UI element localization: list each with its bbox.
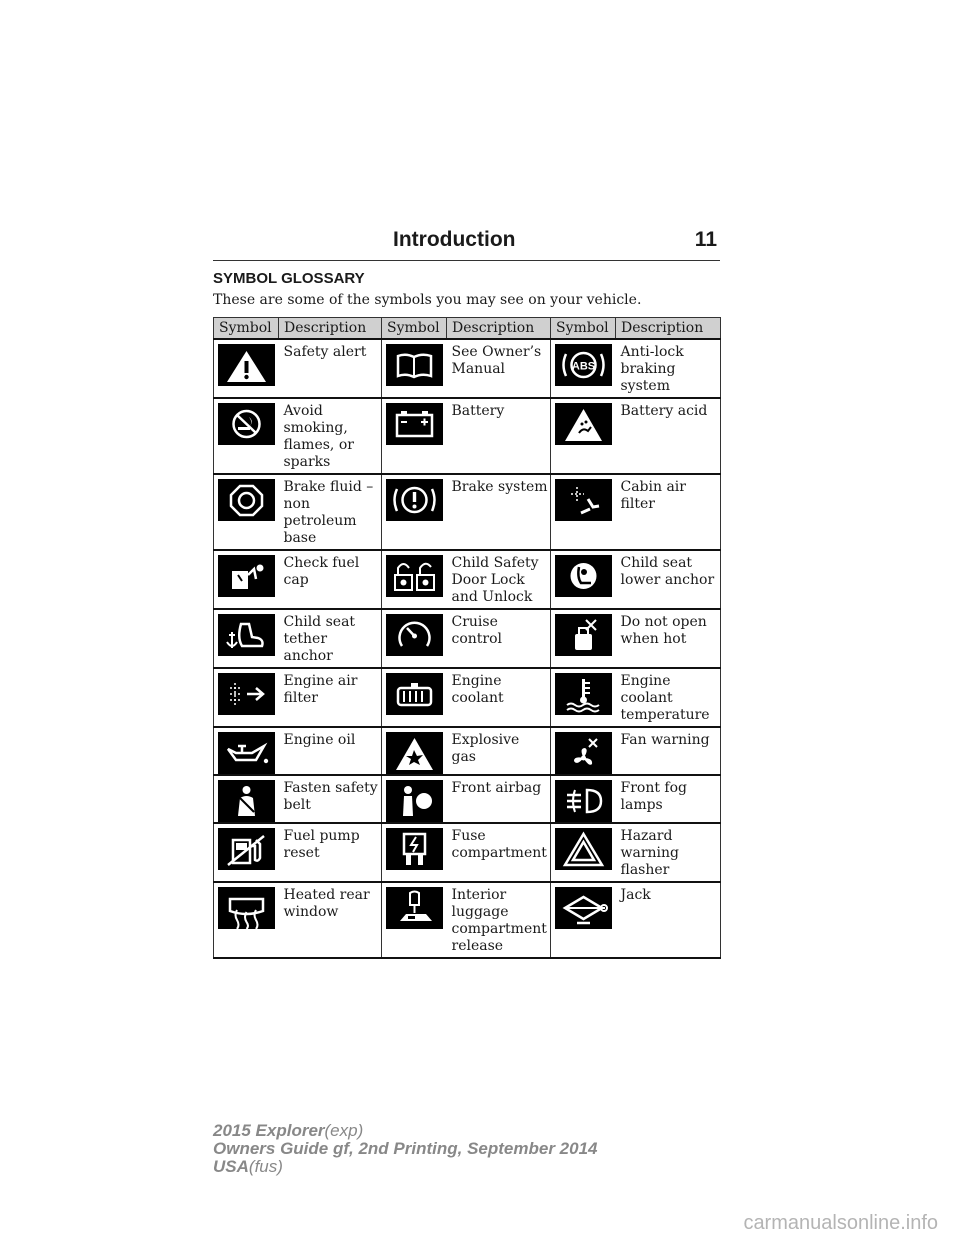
- section-title: SYMBOL GLOSSARY: [213, 270, 365, 287]
- description-cell: Fuel pump reset: [279, 823, 382, 882]
- seatbelt-icon: [218, 780, 275, 822]
- symbol-cell: [382, 550, 447, 609]
- column-header: Description: [279, 318, 382, 340]
- symbol-cell: [382, 823, 447, 882]
- footer-guide-line: [213, 1140, 597, 1158]
- engine-air-filter-icon: [218, 673, 275, 715]
- trunk-release-icon: [386, 887, 443, 929]
- symbol-cell: [214, 609, 279, 668]
- description-cell: Child seat tether anchor: [279, 609, 382, 668]
- watermark: carmanualsonline.info: [743, 1212, 938, 1234]
- brake-system-icon: [386, 479, 443, 521]
- heated-rear-window-icon: [218, 887, 275, 929]
- no-smoking-icon: [218, 403, 275, 445]
- abs-icon: [555, 344, 612, 386]
- description-cell: Fasten safety belt: [279, 775, 382, 823]
- table-row: [214, 398, 721, 474]
- column-header: Symbol: [214, 318, 279, 340]
- table-row: [214, 823, 721, 882]
- symbol-cell: [551, 823, 616, 882]
- description-cell: Brake fluid – non petroleum base: [279, 474, 382, 550]
- symbol-cell: [551, 775, 616, 823]
- fuel-cap-icon: [218, 555, 275, 597]
- brake-fluid-icon: [218, 479, 275, 521]
- fuel-pump-reset-icon: [218, 828, 275, 870]
- footer-market: USA: [213, 1157, 249, 1176]
- symbol-cell: [214, 882, 279, 958]
- table-row: [214, 668, 721, 727]
- symbol-cell: [214, 727, 279, 775]
- table-row: [214, 474, 721, 550]
- footer-market-line: [213, 1158, 597, 1176]
- page-number: 11: [694, 228, 717, 251]
- battery-icon: [386, 403, 443, 445]
- table-row: [214, 727, 721, 775]
- symbol-cell: [551, 339, 616, 398]
- table-header-row: [214, 318, 721, 340]
- coolant-temperature-icon: [555, 673, 612, 715]
- description-cell: Engine air filter: [279, 668, 382, 727]
- symbol-cell: [214, 474, 279, 550]
- explosive-gas-icon: [386, 732, 443, 774]
- description-cell: Cruise control: [447, 609, 551, 668]
- description-cell: Engine coolant temperature: [616, 668, 721, 727]
- description-cell: Anti-lock braking system: [616, 339, 721, 398]
- fuse-icon: [386, 828, 443, 870]
- symbol-cell: [551, 398, 616, 474]
- symbol-cell: [214, 823, 279, 882]
- page-footer: [213, 1122, 597, 1176]
- description-cell: Safety alert: [279, 339, 382, 398]
- tether-anchor-icon: [218, 614, 275, 656]
- column-header: Symbol: [551, 318, 616, 340]
- description-cell: Interior luggage compartment release: [447, 882, 551, 958]
- intro-text: These are some of the symbols you may see on your vehicle.: [213, 292, 642, 308]
- footer-model: 2015 Explorer: [213, 1121, 325, 1140]
- symbol-cell: [214, 398, 279, 474]
- description-cell: Fan warning: [616, 727, 721, 775]
- description-cell: Engine coolant: [447, 668, 551, 727]
- child-seat-anchor-icon: [555, 555, 612, 597]
- column-header: Symbol: [382, 318, 447, 340]
- symbol-glossary-table: [213, 317, 721, 959]
- description-cell: Hazard warning flasher: [616, 823, 721, 882]
- symbol-cell: [214, 775, 279, 823]
- engine-coolant-icon: [386, 673, 443, 715]
- symbol-cell: [382, 339, 447, 398]
- table-row: [214, 550, 721, 609]
- cruise-control-icon: [386, 614, 443, 656]
- description-cell: Child Safety Door Lock and Unlock: [447, 550, 551, 609]
- symbol-cell: [214, 550, 279, 609]
- description-cell: Child seat lower anchor: [616, 550, 721, 609]
- symbol-cell: [214, 668, 279, 727]
- safety-alert-icon: [218, 344, 275, 386]
- jack-icon: [555, 887, 612, 929]
- cabin-air-filter-icon: [555, 479, 612, 521]
- footer-model-line: [213, 1122, 597, 1140]
- table-row: [214, 882, 721, 958]
- symbol-cell: [551, 609, 616, 668]
- footer-guide: Owners Guide gf, 2nd Printing, September 2014: [213, 1139, 598, 1158]
- symbol-cell: [382, 727, 447, 775]
- fan-warning-icon: [555, 732, 612, 774]
- description-cell: Engine oil: [279, 727, 382, 775]
- symbol-cell: [551, 727, 616, 775]
- description-cell: Check fuel cap: [279, 550, 382, 609]
- description-cell: Battery acid: [616, 398, 721, 474]
- table-row: [214, 775, 721, 823]
- owners-manual-icon: [386, 344, 443, 386]
- description-cell: Fuse compartment: [447, 823, 551, 882]
- symbol-cell: [382, 609, 447, 668]
- column-header: Description: [447, 318, 551, 340]
- symbol-cell: [551, 668, 616, 727]
- column-header: Description: [616, 318, 721, 340]
- symbol-cell: [551, 474, 616, 550]
- symbol-cell: [382, 668, 447, 727]
- description-cell: Heated rear window: [279, 882, 382, 958]
- description-cell: Explosive gas: [447, 727, 551, 775]
- svg-text:ABS: ABS: [571, 360, 595, 373]
- chapter-title: Introduction: [393, 228, 516, 251]
- table-row: [214, 339, 721, 398]
- symbol-cell: [382, 398, 447, 474]
- do-not-open-hot-icon: [555, 614, 612, 656]
- fog-lamp-icon: [555, 780, 612, 822]
- symbol-cell: [382, 882, 447, 958]
- description-cell: Cabin air filter: [616, 474, 721, 550]
- page-header: [213, 228, 720, 261]
- engine-oil-icon: [218, 732, 275, 774]
- description-cell: Do not open when hot: [616, 609, 721, 668]
- symbol-cell: [382, 474, 447, 550]
- battery-acid-icon: [555, 403, 612, 445]
- symbol-cell: [551, 550, 616, 609]
- table-row: [214, 609, 721, 668]
- description-cell: Avoid smoking, flames, or sparks: [279, 398, 382, 474]
- hazard-icon: [555, 828, 612, 870]
- description-cell: Jack: [616, 882, 721, 958]
- description-cell: Battery: [447, 398, 551, 474]
- symbol-cell: [551, 882, 616, 958]
- description-cell: Brake system: [447, 474, 551, 550]
- child-lock-icon: [386, 555, 443, 597]
- description-cell: See Owner’s Manual: [447, 339, 551, 398]
- symbol-cell: [214, 339, 279, 398]
- description-cell: Front airbag: [447, 775, 551, 823]
- description-cell: Front fog lamps: [616, 775, 721, 823]
- airbag-icon: [386, 780, 443, 822]
- footer-market-code: (fus): [248, 1157, 283, 1176]
- footer-model-code: (exp): [324, 1121, 364, 1140]
- symbol-cell: [382, 775, 447, 823]
